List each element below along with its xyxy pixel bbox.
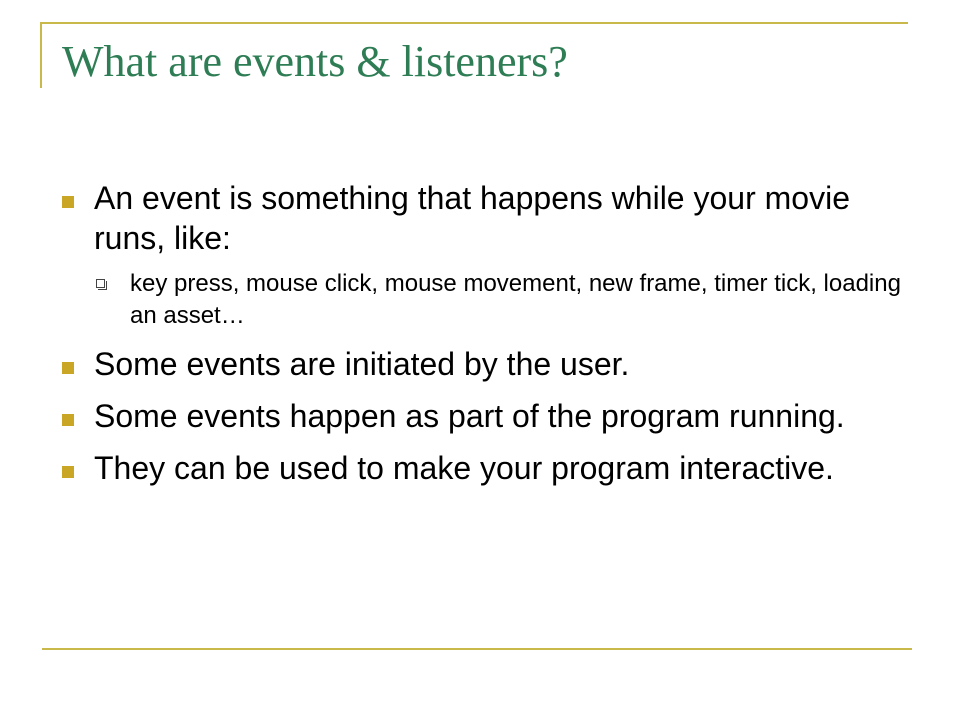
bullet-text: Some events happen as part of the program running.: [94, 398, 845, 434]
bullet-text: An event is something that happens while your movie runs, like:: [94, 180, 850, 256]
sub-bullet-item: [94, 268, 902, 332]
bullet-text: Some events are initiated by the user.: [94, 346, 630, 382]
square-bullet-icon: [62, 362, 74, 374]
square-bullet-icon: [62, 196, 74, 208]
frame-left-line: [40, 22, 42, 88]
bullet-text: They can be used to make your program interactive.: [94, 450, 834, 486]
bullet-item: [62, 178, 902, 332]
frame-top-line: [40, 22, 908, 24]
sub-bullet-list: [94, 268, 902, 332]
bullet-list: [62, 178, 902, 500]
square-bullet-icon: [62, 414, 74, 426]
frame-bottom-line: [42, 648, 912, 650]
square-bullet-icon: [62, 466, 74, 478]
bullet-item: [62, 396, 902, 436]
hollow-square-bullet-icon: [96, 279, 105, 288]
bullet-item: [62, 448, 902, 488]
slide-title: What are events & listeners?: [62, 37, 568, 86]
bullet-item: [62, 344, 902, 384]
sub-bullet-text: key press, mouse click, mouse movement, new frame, timer tick, loading an asset…: [130, 270, 901, 329]
